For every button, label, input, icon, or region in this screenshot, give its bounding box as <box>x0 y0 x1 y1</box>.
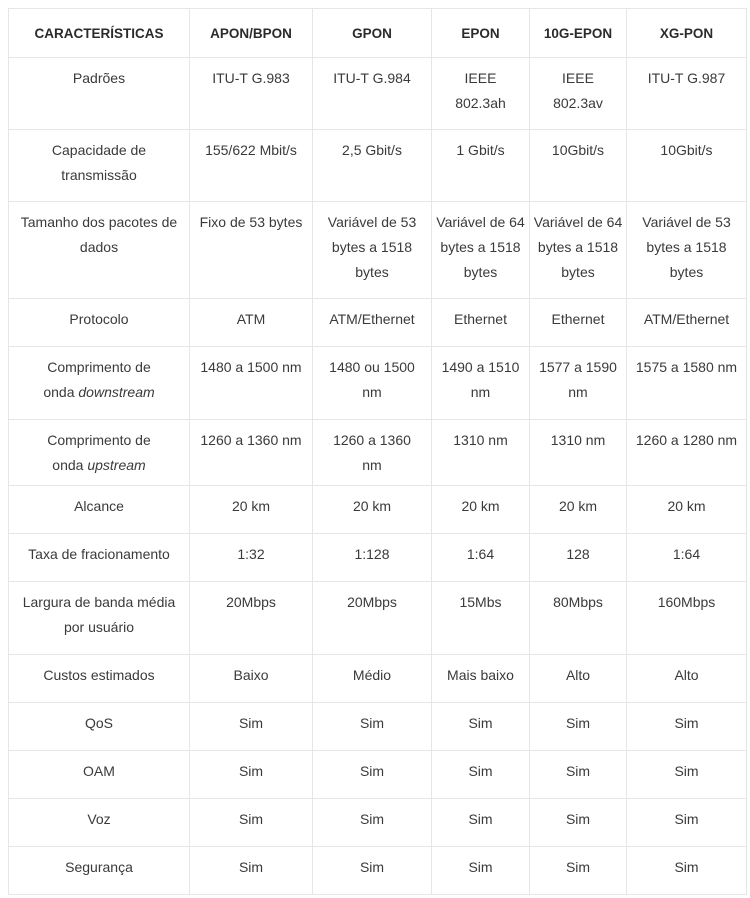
table-cell: Sim <box>313 703 432 751</box>
table-cell: Variável de 64 bytes a 1518 bytes <box>432 202 530 299</box>
table-cell: 160Mbps <box>627 582 747 655</box>
table-cell: 20 km <box>530 486 627 534</box>
table-cell: Médio <box>313 655 432 703</box>
table-cell: Sim <box>627 703 747 751</box>
table-cell: 10Gbit/s <box>627 130 747 202</box>
table-cell: IEEE 802.3av <box>530 58 627 130</box>
row-label-emphasis: upstream <box>87 457 146 473</box>
table-cell: 1310 nm <box>530 420 627 486</box>
column-header: EPON <box>432 9 530 58</box>
table-cell: IEEE 802.3ah <box>432 58 530 130</box>
table-cell: ATM/Ethernet <box>627 299 747 347</box>
table-cell: 20 km <box>627 486 747 534</box>
table-cell: 128 <box>530 534 627 582</box>
table-row <box>9 299 747 347</box>
table-cell: Sim <box>530 703 627 751</box>
table-row <box>9 347 747 420</box>
table-cell: Sim <box>190 751 313 799</box>
table-cell: ITU-T G.983 <box>190 58 313 130</box>
table-cell: 80Mbps <box>530 582 627 655</box>
table-cell: Ethernet <box>432 299 530 347</box>
table-cell: Sim <box>530 799 627 847</box>
row-label: Largura de banda média por usuário <box>9 582 190 655</box>
table-cell: Alto <box>627 655 747 703</box>
row-label: Alcance <box>9 486 190 534</box>
table-row <box>9 847 747 895</box>
table-cell: Sim <box>432 799 530 847</box>
table-row <box>9 582 747 655</box>
table-row <box>9 751 747 799</box>
table-cell: Ethernet <box>530 299 627 347</box>
row-label: Segurança <box>9 847 190 895</box>
table-cell: 20 km <box>313 486 432 534</box>
table-cell: Variável de 53 bytes a 1518 bytes <box>627 202 747 299</box>
table-cell: Mais baixo <box>432 655 530 703</box>
table-cell: ATM <box>190 299 313 347</box>
column-header: XG-PON <box>627 9 747 58</box>
table-cell: 1575 a 1580 nm <box>627 347 747 420</box>
table-row <box>9 420 747 486</box>
row-label-emphasis: downstream <box>78 384 155 400</box>
row-label: Capacidade de transmissão <box>9 130 190 202</box>
table-cell: 1:64 <box>627 534 747 582</box>
row-label: Padrões <box>9 58 190 130</box>
column-header: 10G-EPON <box>530 9 627 58</box>
table-cell: Sim <box>313 751 432 799</box>
row-label: OAM <box>9 751 190 799</box>
table-cell: Baixo <box>190 655 313 703</box>
table-cell: Sim <box>530 751 627 799</box>
row-label: Taxa de fracionamento <box>9 534 190 582</box>
row-label: Custos estimados <box>9 655 190 703</box>
table-cell: 1490 a 1510 nm <box>432 347 530 420</box>
table-cell: Variável de 64 bytes a 1518 bytes <box>530 202 627 299</box>
table-cell: 20Mbps <box>313 582 432 655</box>
table-cell: 10Gbit/s <box>530 130 627 202</box>
table-row <box>9 799 747 847</box>
row-label <box>9 347 190 420</box>
row-label-text: Comprimento de onda <box>47 432 151 473</box>
row-label: Protocolo <box>9 299 190 347</box>
table-cell: 1577 a 1590 nm <box>530 347 627 420</box>
table-cell: Sim <box>190 847 313 895</box>
column-header: APON/BPON <box>190 9 313 58</box>
table-cell: ITU-T G.987 <box>627 58 747 130</box>
table-cell: ATM/Ethernet <box>313 299 432 347</box>
table-cell: Sim <box>627 799 747 847</box>
table-cell: 20Mbps <box>190 582 313 655</box>
row-label: Voz <box>9 799 190 847</box>
table-cell: 155/622 Mbit/s <box>190 130 313 202</box>
header-row <box>9 9 747 58</box>
table-cell: Sim <box>313 847 432 895</box>
table-cell: Sim <box>432 751 530 799</box>
table-row <box>9 534 747 582</box>
column-header: CARACTERÍSTICAS <box>9 9 190 58</box>
table-cell: 1260 a 1280 nm <box>627 420 747 486</box>
table-cell: 2,5 Gbit/s <box>313 130 432 202</box>
table-cell: 1260 a 1360 nm <box>313 420 432 486</box>
row-label: Tamanho dos pacotes de dados <box>9 202 190 299</box>
table-cell: Sim <box>432 847 530 895</box>
table-cell: Sim <box>627 847 747 895</box>
table-cell: Alto <box>530 655 627 703</box>
table-cell: Sim <box>627 751 747 799</box>
table-row <box>9 655 747 703</box>
table-cell: 1480 a 1500 nm <box>190 347 313 420</box>
comparison-table <box>8 8 747 895</box>
table-cell: 1310 nm <box>432 420 530 486</box>
row-label <box>9 420 190 486</box>
table-cell: Variável de 53 bytes a 1518 bytes <box>313 202 432 299</box>
table-cell: Sim <box>530 847 627 895</box>
table-cell: 1:128 <box>313 534 432 582</box>
table-cell: 1:32 <box>190 534 313 582</box>
table-cell: 1480 ou 1500 nm <box>313 347 432 420</box>
row-label: QoS <box>9 703 190 751</box>
table-row <box>9 703 747 751</box>
table-cell: 1260 a 1360 nm <box>190 420 313 486</box>
table-cell: Sim <box>432 703 530 751</box>
table-row <box>9 130 747 202</box>
table-row <box>9 58 747 130</box>
table-cell: ITU-T G.984 <box>313 58 432 130</box>
table-cell: 1:64 <box>432 534 530 582</box>
table-cell: 1 Gbit/s <box>432 130 530 202</box>
table-cell: 20 km <box>432 486 530 534</box>
table-cell: Sim <box>190 703 313 751</box>
table-row <box>9 202 747 299</box>
table-cell: Sim <box>190 799 313 847</box>
table-cell: Sim <box>313 799 432 847</box>
table-cell: 15Mbs <box>432 582 530 655</box>
table-row <box>9 486 747 534</box>
row-label-text: Comprimento de onda <box>43 359 151 400</box>
table-cell: 20 km <box>190 486 313 534</box>
table-cell: Fixo de 53 bytes <box>190 202 313 299</box>
column-header: GPON <box>313 9 432 58</box>
